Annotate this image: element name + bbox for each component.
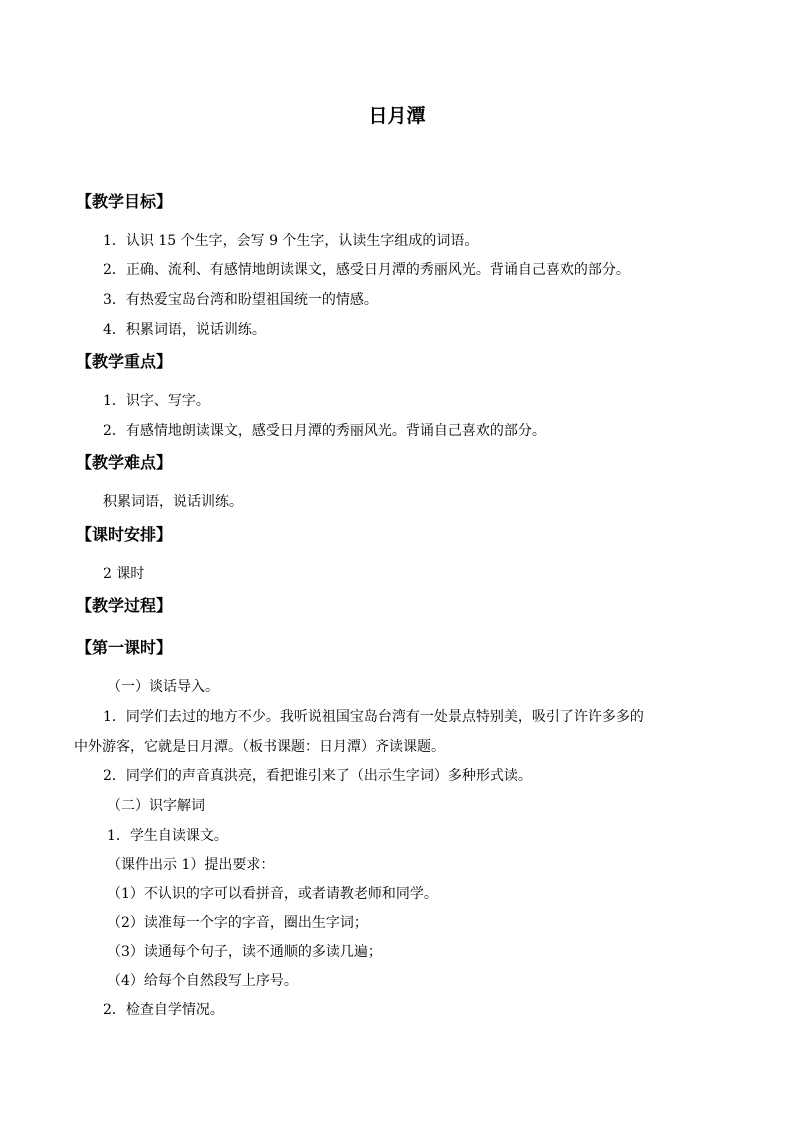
document-title: 日月潭	[368, 105, 426, 127]
section-heading-difficulties: 【教学难点】	[76, 453, 173, 472]
lesson1-line-7: （课件出示 1）提出要求：	[107, 857, 275, 873]
section-heading-goals: 【教学目标】	[76, 192, 173, 211]
lesson1-line-2: 1．同学们去过的地方不少。我听说祖国宝岛台湾有一处景点特别美，吸引了许许多多的	[103, 709, 644, 725]
lesson1-line-9: （2）读准每一个字的字音，圈出生字词；	[107, 915, 368, 931]
lesson1-line-11: （4）给每个自然段写上序号。	[107, 973, 298, 989]
lesson1-line-1: （一）谈话导入。	[107, 679, 219, 695]
lesson1-line-6: 1．学生自读课文。	[107, 828, 228, 844]
lesson1-line-3: 中外游客，它就是日月潭。（板书课题：日月潭）齐读课题。	[74, 739, 445, 755]
section-heading-lesson1: 【第一课时】	[76, 638, 173, 657]
key-point-item-2: 2．有感情地朗读课文，感受日月潭的秀丽风光。背诵自己喜欢的部分。	[103, 423, 546, 439]
section-heading-process: 【教学过程】	[76, 596, 173, 615]
lesson1-line-5: （二）识字解词	[107, 798, 205, 814]
goal-item-3: 3．有热爱宝岛台湾和盼望祖国统一的情感。	[103, 292, 378, 308]
section-heading-key-points: 【教学重点】	[76, 352, 173, 371]
difficulty-item-1: 积累词语，说话训练。	[103, 494, 243, 510]
goal-item-2: 2．正确、流利、有感情地朗读课文，感受日月潭的秀丽风光。背诵自己喜欢的部分。	[103, 262, 630, 278]
lesson1-line-4: 2．同学们的声音真洪亮，看把谁引来了（出示生字词）多种形式读。	[103, 768, 532, 784]
lesson1-line-8: （1）不认识的字可以看拼音，或者请教老师和同学。	[107, 886, 438, 902]
lesson1-line-10: （3）读通每个句子，读不通顺的多读几遍；	[107, 944, 382, 960]
key-point-item-1: 1．识字、写字。	[103, 393, 210, 409]
schedule-item-1: 2 课时	[103, 566, 145, 582]
goal-item-1: 1．认识 15 个生字，会写 9 个生字，认读生字组成的词语。	[103, 233, 479, 249]
section-heading-schedule: 【课时安排】	[76, 525, 173, 544]
goal-item-4: 4．积累词语，说话训练。	[103, 322, 266, 338]
lesson1-line-12: 2．检查自学情况。	[103, 1002, 224, 1018]
